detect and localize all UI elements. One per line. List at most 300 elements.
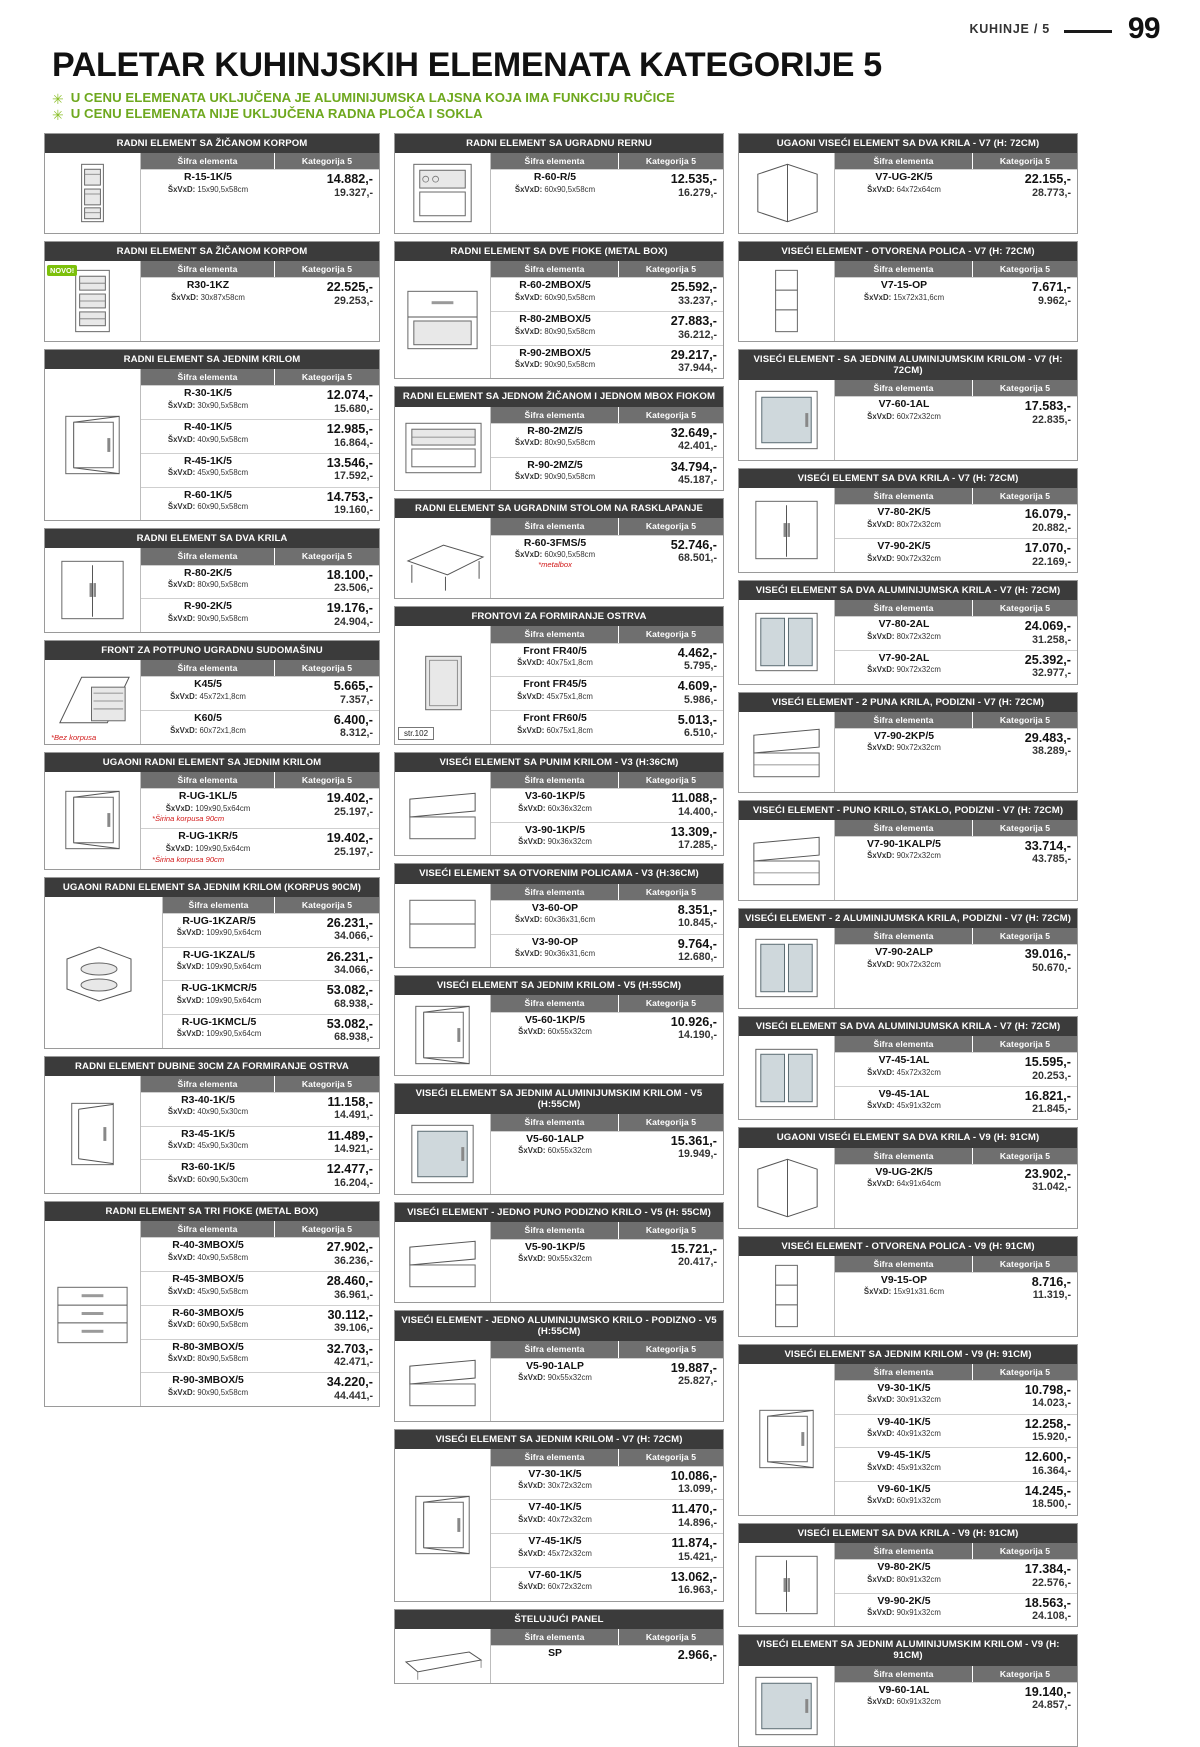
- corner-wall-cabinet-v9: [742, 1151, 831, 1225]
- price-primary: 14.245,-: [1024, 1483, 1071, 1498]
- column-header-category: Kategorija 5: [973, 380, 1077, 396]
- column-header-category: Kategorija 5: [973, 1148, 1077, 1164]
- table-row: [835, 396, 1077, 430]
- product-illustration: [395, 995, 491, 1075]
- price-table-header: [491, 626, 723, 642]
- wall-cabinet-alu-door-v5: [398, 1117, 487, 1191]
- row-code-cell: [491, 1132, 619, 1165]
- product-code: V9-90-2K/5: [877, 1595, 931, 1607]
- product-code: R-80-2MBOX/5: [519, 314, 591, 326]
- row-price-cell: [973, 1560, 1077, 1593]
- product-block-title: UGAONI RADNI ELEMENT SA JEDNIM KRILOM (KORPUS 90CM): [45, 878, 379, 897]
- column-header-code: Šifra elementa: [491, 1449, 619, 1465]
- row-code-cell: [835, 1683, 973, 1716]
- price-secondary: 18.500,-: [1032, 1498, 1071, 1511]
- product-block-body: [395, 518, 723, 598]
- price-secondary: 17.592,-: [334, 470, 373, 483]
- product-dimensions: ŠxVxD: 60x36x32cm: [518, 803, 592, 813]
- row-code-cell: [491, 823, 619, 856]
- price-primary: 8.351,-: [677, 902, 717, 917]
- product-block-title: VISEĆI ELEMENT - OTVORENA POLICA - V7 (H: 72CM): [739, 242, 1077, 261]
- product-block-title: VISEĆI ELEMENT SA OTVORENIM POLICAMA - V3 (H:36CM): [395, 864, 723, 883]
- product-code: V7-UG-2K/5: [875, 172, 933, 184]
- product-code: V7-15-OP: [880, 280, 928, 292]
- table-row: [491, 1466, 723, 1500]
- product-block: [394, 863, 724, 968]
- price-table-header: [141, 1076, 379, 1092]
- column-header-category: Kategorija 5: [619, 153, 723, 169]
- product-dimensions: ŠxVxD: 40x90,5x30cm: [167, 1107, 249, 1117]
- product-block: [44, 133, 380, 234]
- price-primary: 22.155,-: [1024, 172, 1071, 187]
- asterisk-icon: ✳: [52, 107, 64, 124]
- product-code: R-80-2MZ/5: [527, 425, 583, 437]
- wall-cabinet-lift-v5: [398, 1225, 487, 1299]
- product-code: R-90-2MBOX/5: [519, 347, 591, 359]
- row-code-cell: [835, 539, 973, 572]
- product-code: R-60-1K/5: [184, 489, 232, 501]
- price-secondary: 42.401,-: [678, 440, 717, 453]
- product-block-title: VISEĆI ELEMENT SA JEDNIM ALUMINIJUMSKIM KRILOM - V5 (H:55CM): [395, 1084, 723, 1114]
- price-secondary: 42.471,-: [334, 1356, 373, 1369]
- product-code: V3-90-OP: [531, 936, 579, 948]
- price-secondary: 36.236,-: [334, 1254, 373, 1267]
- price-secondary: 20.253,-: [1032, 1069, 1071, 1082]
- product-block-body: [45, 660, 379, 744]
- product-dimensions: ŠxVxD: 60x90,5x58cm: [167, 502, 249, 511]
- row-price-cell: [275, 1340, 379, 1373]
- product-block-title: RADNI ELEMENT SA JEDNOM ŽIČANOM I JEDNOM MBOX FIOKOM: [395, 387, 723, 406]
- price-primary: 16.079,-: [1024, 507, 1071, 522]
- row-code-cell: [835, 1560, 973, 1593]
- column-header-category: Kategorija 5: [619, 1629, 723, 1645]
- price-secondary: 24.108,-: [1032, 1610, 1071, 1623]
- product-code: V7-60-1AL: [878, 399, 930, 411]
- product-block-title: UGAONI VISEĆI ELEMENT SA DVA KRILA - V7 (H: 72CM): [739, 134, 1077, 153]
- product-dimensions: ŠxVxD: 45x72x1,8cm: [170, 691, 246, 701]
- product-block-body: [739, 928, 1077, 1008]
- price-primary: 12.258,-: [1024, 1416, 1071, 1431]
- product-block: [394, 975, 724, 1076]
- table-row: [141, 1159, 379, 1193]
- row-price-cell: [973, 729, 1077, 762]
- product-block-body: [45, 548, 379, 632]
- product-dimensions: ŠxVxD: 15x90,5x58cm: [167, 184, 249, 194]
- product-block-body: [395, 772, 723, 856]
- product-dimensions: ŠxVxD: 15x91x31.6cm: [863, 1287, 945, 1297]
- row-code-cell: [163, 948, 275, 981]
- row-code-cell: [491, 789, 619, 822]
- product-block-title: ŠTELUJUĆI PANEL: [395, 1610, 723, 1629]
- row-price-cell: [619, 1568, 723, 1601]
- product-dimensions: ŠxVxD: 60x91x32cm: [867, 1697, 941, 1707]
- price-table: [835, 1148, 1077, 1228]
- price-table: [835, 261, 1077, 341]
- column-header-code: Šifra elementa: [835, 1036, 973, 1052]
- column-header-code: Šifra elementa: [835, 488, 973, 504]
- cabinet-three-drawers: [48, 1277, 137, 1351]
- table-row: [141, 385, 379, 419]
- product-block: [738, 241, 1078, 342]
- corner-wall-cabinet-v7: [742, 156, 831, 230]
- column-header-code: Šifra elementa: [835, 1256, 973, 1272]
- price-primary: 15.595,-: [1024, 1055, 1071, 1070]
- row-price-cell: [275, 981, 379, 1014]
- table-row: [835, 1086, 1077, 1120]
- product-illustration: [45, 1076, 141, 1193]
- table-row: [491, 1533, 723, 1567]
- product-block: [394, 498, 724, 599]
- column-header-code: Šifra elementa: [835, 261, 973, 277]
- product-block-body: [395, 407, 723, 491]
- product-illustration: [45, 660, 141, 744]
- column-header-category: Kategorija 5: [619, 1114, 723, 1130]
- note-item: [52, 106, 1200, 123]
- product-block-title: VISEĆI ELEMENT SA DVA ALUMINIJUMSKA KRILA - V7 (H: 72CM): [739, 1017, 1077, 1036]
- row-code-cell: [141, 1340, 275, 1373]
- price-table-header: [141, 660, 379, 676]
- price-table-header: [835, 1364, 1077, 1380]
- product-illustration: [739, 1256, 835, 1336]
- cabinet-folding-table: [398, 521, 487, 595]
- row-price-cell: [275, 170, 379, 203]
- product-block-title: UGAONI RADNI ELEMENT SA JEDNIM KRILOM: [45, 753, 379, 772]
- price-primary: 8.716,-: [1031, 1274, 1071, 1289]
- product-illustration: [395, 1629, 491, 1683]
- product-illustration: [739, 1543, 835, 1627]
- product-dimensions: ŠxVxD: 80x90,5x58cm: [514, 438, 596, 448]
- product-illustration: [739, 261, 835, 341]
- product-illustration: [739, 380, 835, 460]
- price-secondary: 16.864,-: [334, 436, 373, 449]
- row-code-cell: [491, 677, 619, 710]
- price-primary: 39.016,-: [1024, 947, 1071, 962]
- price-secondary: 5.795,-: [684, 660, 717, 673]
- price-secondary: 21.845,-: [1032, 1103, 1071, 1116]
- wall-cabinet-one-door-v5: [398, 998, 487, 1072]
- row-code-cell: [491, 644, 619, 677]
- price-table: [835, 1256, 1077, 1336]
- product-dimensions: ŠxVxD: 45x75x1,8cm: [517, 691, 593, 701]
- product-code: V7-90-2AL: [878, 652, 930, 664]
- price-secondary: 22.169,-: [1032, 555, 1071, 568]
- product-illustration: [395, 153, 491, 233]
- table-row: [491, 1012, 723, 1046]
- price-table: [491, 1222, 723, 1302]
- product-dimensions: ŠxVxD: 40x90,5x58cm: [167, 434, 249, 444]
- table-row: [491, 643, 723, 677]
- product-block-body: [395, 1629, 723, 1683]
- table-row: [835, 1682, 1077, 1716]
- product-illustration: [395, 884, 491, 968]
- price-primary: 26.231,-: [326, 949, 373, 964]
- price-table: [491, 1114, 723, 1194]
- wall-cabinet-alu-door-v7: [742, 383, 831, 457]
- price-table-header: [835, 1148, 1077, 1164]
- price-secondary: 13.099,-: [678, 1483, 717, 1496]
- product-illustration: [739, 820, 835, 900]
- price-table-header: [491, 1222, 723, 1238]
- row-code-cell: [163, 1015, 275, 1048]
- product-block: [394, 386, 724, 491]
- product-dimensions: ŠxVxD: 109x90,5x64cm: [176, 928, 262, 938]
- product-block: [44, 752, 380, 870]
- product-code: R-40-3MBOX/5: [172, 1240, 244, 1252]
- row-code-cell: [491, 1013, 619, 1046]
- wall-cabinet-two-alu-doors-v7: [742, 605, 831, 679]
- product-block-title: RADNI ELEMENT SA DVA KRILA: [45, 529, 379, 548]
- row-price-cell: [973, 1087, 1077, 1120]
- table-row: [835, 1164, 1077, 1198]
- product-code: R-90-3MBOX/5: [172, 1375, 244, 1387]
- cabinet-two-doors: [48, 553, 137, 627]
- row-code-cell: [141, 420, 275, 453]
- product-dimensions: ŠxVxD: 15x72x31,6cm: [863, 292, 945, 302]
- price-table: [141, 548, 379, 632]
- product-dimensions: ŠxVxD: 80x90,5x58cm: [167, 1354, 249, 1364]
- column-header-category: Kategorija 5: [275, 369, 379, 385]
- price-primary: 19.140,-: [1024, 1684, 1071, 1699]
- product-dimensions: ŠxVxD: 109x90,5x64cm: [165, 803, 251, 813]
- row-price-cell: [973, 1683, 1077, 1716]
- row-price-cell: [973, 1273, 1077, 1306]
- product-block-title: RADNI ELEMENT SA ŽIČANOM KORPOM: [45, 242, 379, 261]
- product-block-title: RADNI ELEMENT SA ŽIČANOM KORPOM: [45, 134, 379, 153]
- column-header-code: Šifra elementa: [163, 897, 275, 913]
- table-row: [141, 676, 379, 710]
- wall-cabinet-alu-door-v9: [742, 1669, 831, 1743]
- table-row: [491, 535, 723, 572]
- price-primary: 14.882,-: [326, 172, 373, 187]
- wall-cabinet-one-door-v7: [398, 1488, 487, 1562]
- price-secondary: 19.160,-: [334, 503, 373, 516]
- product-block-body: [395, 626, 723, 743]
- price-secondary: 44.441,-: [334, 1389, 373, 1402]
- row-note: *Širina korpusa 90cm: [152, 854, 225, 864]
- price-primary: 16.821,-: [1024, 1088, 1071, 1103]
- product-block-title: VISEĆI ELEMENT - 2 ALUMINIJUMSKA KRILA, PODIZNI - V7 (H: 72CM): [739, 909, 1077, 928]
- price-secondary: 38.289,-: [1032, 745, 1071, 758]
- price-table-header: [163, 897, 379, 913]
- product-dimensions: ŠxVxD: 30x91x32cm: [867, 1395, 941, 1405]
- product-block-title: FRONTOVI ZA FORMIRANJE OSTRVA: [395, 607, 723, 626]
- price-primary: 34.220,-: [326, 1375, 373, 1390]
- price-table-header: [491, 153, 723, 169]
- price-secondary: 25.197,-: [334, 805, 373, 818]
- row-price-cell: [275, 1306, 379, 1339]
- row-code-cell: [141, 566, 275, 599]
- row-code-cell: [835, 1415, 973, 1448]
- price-primary: 11.874,-: [671, 1536, 717, 1551]
- price-secondary: 32.977,-: [1032, 667, 1071, 680]
- row-code-cell: [491, 1534, 619, 1567]
- price-primary: 19.402,-: [326, 831, 373, 846]
- wall-cabinet-two-lift-v7: [742, 715, 831, 789]
- table-row: [835, 836, 1077, 870]
- row-price-cell: [973, 1053, 1077, 1086]
- product-illustration: [395, 1114, 491, 1194]
- price-secondary: 16.204,-: [334, 1176, 373, 1189]
- product-block-body: [45, 369, 379, 520]
- product-code: V7-80-2K/5: [877, 507, 931, 519]
- row-code-cell: [163, 914, 275, 947]
- product-illustration: [739, 1148, 835, 1228]
- row-price-cell: [619, 1240, 723, 1273]
- table-row: [141, 169, 379, 203]
- product-code: R30-1KZ: [186, 280, 230, 292]
- row-code-cell: [835, 1594, 973, 1627]
- price-table-header: [835, 1256, 1077, 1272]
- row-code-cell: [835, 729, 973, 762]
- product-dimensions: ŠxVxD: 60x72x32cm: [518, 1582, 592, 1592]
- product-code: R-60-2MBOX/5: [519, 280, 591, 292]
- product-block-body: [739, 1256, 1077, 1336]
- column-header-code: Šifra elementa: [835, 380, 973, 396]
- column-header-category: Kategorija 5: [973, 1543, 1077, 1559]
- product-code: R-80-2K/5: [184, 567, 232, 579]
- product-block: [738, 1236, 1078, 1337]
- price-secondary: 20.417,-: [678, 1256, 717, 1269]
- column-header-category: Kategorija 5: [275, 261, 379, 277]
- note-text: U CENU ELEMENATA NIJE UKLJUČENA RADNA PLOČA I SOKLA: [70, 106, 483, 122]
- product-code: R-UG-1KMCL/5: [181, 1016, 257, 1028]
- price-primary: 32.649,-: [670, 425, 717, 440]
- product-dimensions: ŠxVxD: 90x55x32cm: [518, 1254, 592, 1264]
- product-block: [738, 1523, 1078, 1628]
- price-table-header: [835, 600, 1077, 616]
- product-code: V3-90-1KP/5: [524, 824, 586, 836]
- row-price-cell: [619, 1132, 723, 1165]
- column-header-code: Šifra elementa: [491, 261, 619, 277]
- row-code-cell: [491, 1359, 619, 1392]
- product-block-title: RADNI ELEMENT SA DVE FIOKE (METAL BOX): [395, 242, 723, 261]
- row-code-cell: [141, 789, 275, 828]
- price-secondary: 19.327,-: [334, 186, 373, 199]
- oven-cabinet: [398, 156, 487, 230]
- product-dimensions: ŠxVxD: 80x91x32cm: [867, 1574, 941, 1584]
- price-primary: 33.714,-: [1024, 839, 1071, 853]
- column-header-category: Kategorija 5: [973, 928, 1077, 944]
- product-dimensions: ŠxVxD: 45x91x32cm: [867, 1101, 941, 1111]
- price-table: [835, 1666, 1077, 1746]
- column-header-category: Kategorija 5: [619, 261, 723, 277]
- header-section-label: KUHINJE / 5: [969, 22, 1050, 36]
- row-price-cell: [973, 505, 1077, 538]
- row-price-cell: [619, 1500, 723, 1533]
- product-code: SP: [548, 1647, 562, 1659]
- price-table-header: [835, 1543, 1077, 1559]
- price-secondary: 39.106,-: [334, 1322, 373, 1335]
- product-block-title: VISEĆI ELEMENT SA PUNIM KRILOM - V3 (H:36CM): [395, 753, 723, 772]
- row-code-cell: [141, 1306, 275, 1339]
- product-block-title: RADNI ELEMENT SA UGRADNIM STOLOM NA RASKLAPANJE: [395, 499, 723, 518]
- product-code: Front FR40/5: [523, 645, 587, 657]
- price-primary: 30.112,-: [327, 1307, 373, 1322]
- row-code-cell: [141, 454, 275, 487]
- header-rule: [1064, 30, 1112, 33]
- price-primary: 53.082,-: [326, 1016, 373, 1031]
- illustration-footnote: *Bez korpusa: [51, 732, 97, 742]
- product-illustration: [739, 928, 835, 1008]
- product-code: V9-40-1K/5: [877, 1416, 931, 1428]
- table-row: [141, 1271, 379, 1305]
- product-dimensions: ŠxVxD: 40x91x32cm: [867, 1429, 941, 1439]
- product-dimensions: ŠxVxD: 80x90,5x58cm: [514, 326, 596, 336]
- product-block-title: VISEĆI ELEMENT - OTVORENA POLICA - V9 (H: 91CM): [739, 1237, 1077, 1256]
- price-secondary: 8.312,-: [340, 727, 373, 740]
- row-code-cell: [141, 711, 275, 744]
- row-code-cell: [141, 1272, 275, 1305]
- corner-cabinet-carousel: [59, 935, 149, 1009]
- row-code-cell: [491, 170, 619, 203]
- row-code-cell: [835, 837, 973, 870]
- row-code-cell: [835, 945, 973, 978]
- price-table: [141, 660, 379, 744]
- product-block: [738, 908, 1078, 1009]
- product-dimensions: ŠxVxD: 90x72x32cm: [867, 959, 941, 969]
- table-row: [835, 277, 1077, 311]
- product-code: R-UG-1KMCR/5: [181, 983, 257, 995]
- column-header-category: Kategorija 5: [619, 1341, 723, 1357]
- product-dimensions: ŠxVxD: 90x72x32cm: [867, 743, 941, 753]
- row-code-cell: [835, 617, 973, 650]
- row-price-cell: [619, 677, 723, 710]
- product-code: V3-60-OP: [531, 902, 579, 914]
- price-secondary: 68.938,-: [334, 1031, 373, 1044]
- row-price-cell: [619, 536, 723, 572]
- price-primary: 6.400,-: [333, 713, 373, 728]
- column-header-category: Kategorija 5: [973, 261, 1077, 277]
- table-row: [835, 944, 1077, 978]
- price-primary: 13.546,-: [326, 455, 373, 470]
- product-block-title: VISEĆI ELEMENT - 2 PUNA KRILA, PODIZNI - V7 (H: 72CM): [739, 693, 1077, 712]
- price-secondary: 10.845,-: [678, 917, 717, 930]
- product-code: V9-45-1K/5: [877, 1450, 931, 1462]
- product-code: V5-60-1ALP: [526, 1133, 584, 1145]
- row-price-cell: [973, 539, 1077, 572]
- row-price-cell: [619, 1646, 723, 1665]
- table-row: [835, 1481, 1077, 1515]
- product-dimensions: ŠxVxD: 60x55x32cm: [518, 1027, 592, 1037]
- price-primary: 2.966,-: [677, 1647, 717, 1662]
- product-block: [394, 1083, 724, 1195]
- price-table-header: [491, 261, 723, 277]
- product-code: V9-30-1K/5: [877, 1382, 931, 1394]
- row-code-cell: [141, 1160, 275, 1193]
- product-block: [44, 241, 380, 342]
- row-code-cell: [835, 1053, 973, 1086]
- column-header-code: Šifra elementa: [491, 884, 619, 900]
- price-primary: 25.592,-: [670, 280, 717, 295]
- product-code: R-60-3FMS/5: [523, 537, 587, 549]
- product-illustration: [45, 897, 163, 1048]
- product-block-body: [45, 1076, 379, 1193]
- price-table: [141, 261, 379, 341]
- product-dimensions: ŠxVxD: 45x90,5x30cm: [167, 1141, 249, 1151]
- price-primary: 12.074,-: [326, 388, 373, 403]
- row-price-cell: [275, 420, 379, 453]
- table-row: [141, 1126, 379, 1160]
- product-code: V9-60-1AL: [878, 1684, 930, 1696]
- column-header-code: Šifra elementa: [141, 772, 275, 788]
- product-dimensions: ŠxVxD: 45x91x32cm: [867, 1462, 941, 1472]
- price-secondary: 68.938,-: [334, 997, 373, 1010]
- column-header-category: Kategorija 5: [973, 488, 1077, 504]
- product-code: R3-45-1K/5: [181, 1128, 235, 1140]
- price-secondary: 14.400,-: [678, 805, 717, 818]
- row-price-cell: [973, 651, 1077, 684]
- product-block: [394, 1202, 724, 1303]
